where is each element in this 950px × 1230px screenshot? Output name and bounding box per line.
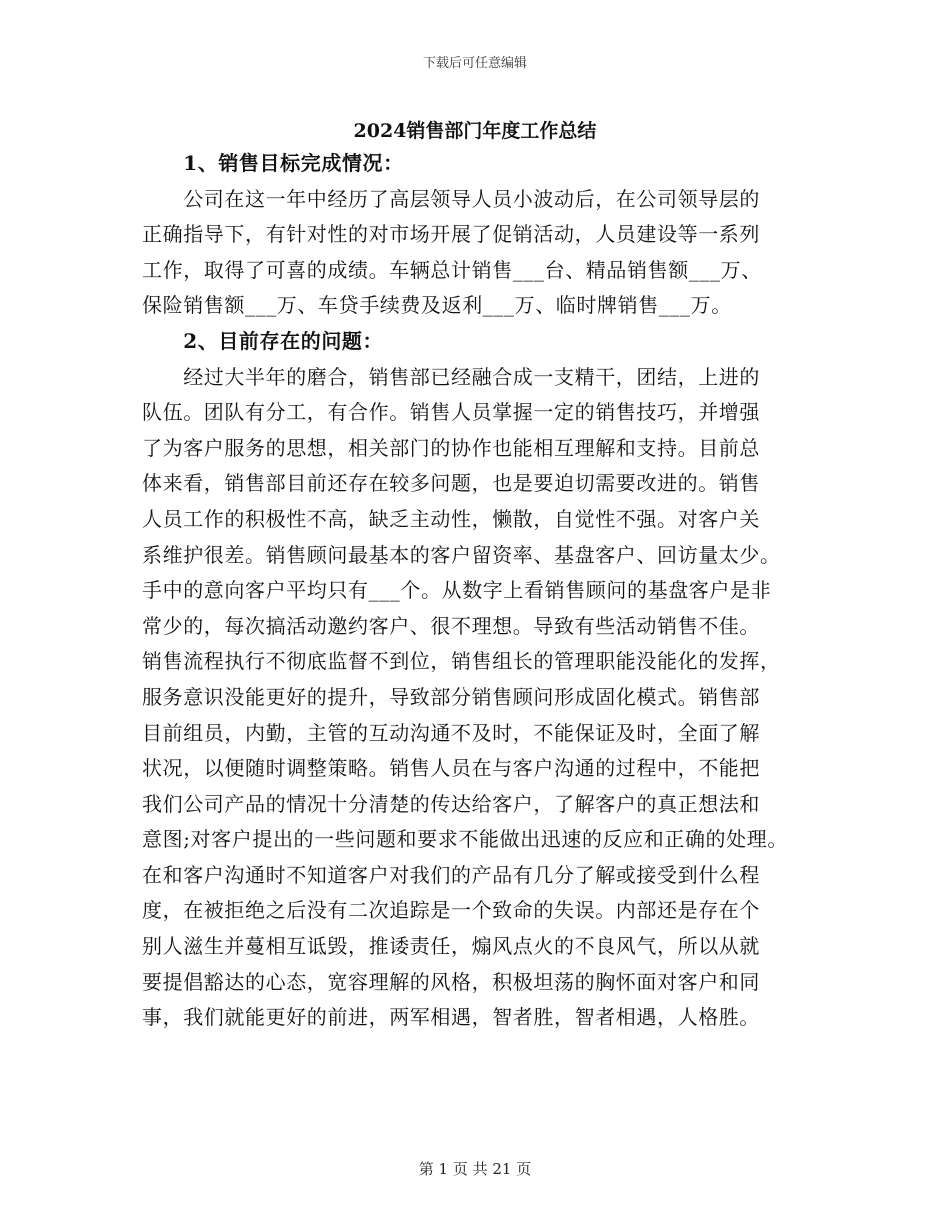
section-heading: 1、销售目标完成情况： — [142, 151, 404, 175]
body-text-line: 系维护很差。销售顾问最基本的客户留资率、基盘客户、回访量太少。 — [142, 542, 781, 567]
body-text-line: 我们公司产品的情况十分清楚的传达给客户，了解客户的真正想法和 — [142, 791, 760, 816]
body-text-line: 度，在被拒绝之后没有二次追踪是一个致命的失误。内部还是存在个 — [142, 898, 760, 923]
body-text-line: 体来看，销售部目前还存在较多问题，也是要迫切需要改进的。销售 — [142, 471, 760, 496]
body-text-line: 队伍。团队有分工，有合作。销售人员掌握一定的销售技巧，并增强 — [142, 400, 760, 425]
body-text-line: 在和客户沟通时不知道客户对我们的产品有几分了解或接受到什么程 — [142, 862, 760, 887]
body-text-line: 手中的意向客户平均只有___个。从数字上看销售顾问的基盘客户是非 — [142, 578, 772, 603]
body-text-line: 别人滋生并蔓相互诋毁，推诿责任，煽风点火的不良风气，所以从就 — [142, 934, 760, 959]
body-text-line: 人员工作的积极性不高，缺乏主动性，懒散，自觉性不强。对客户关 — [142, 506, 760, 531]
body-text-line: 服务意识没能更好的提升，导致部分销售顾问形成固化模式。销售部 — [142, 684, 760, 709]
body-text-line: 常少的，每次搞活动邀约客户、很不理想。导致有些活动销售不佳。 — [142, 613, 760, 638]
page-number: 第 1 页 共 21 页 — [418, 1160, 532, 1178]
body-text-line: 要提倡豁达的心态，宽容理解的风格，积极坦荡的胸怀面对客户和同 — [142, 969, 760, 994]
document-body — [142, 146, 822, 1036]
body-text-line: 销售流程执行不彻底监督不到位，销售组长的管理职能没能化的发挥， — [142, 649, 781, 674]
body-text-line: 公司在这一年中经历了高层领导人员小波动后，在公司领导层的 — [142, 186, 760, 211]
document-title: 2024销售部门年度工作总结 — [353, 120, 597, 142]
section-heading: 2、目前存在的问题： — [142, 328, 384, 353]
body-text-line: 正确指导下，有针对性的对市场开展了促销活动，人员建设等一系列 — [142, 222, 760, 247]
body-text-line: 了为客户服务的思想，相关部门的协作也能相互理解和支持。目前总 — [142, 435, 760, 460]
body-text-line: 工作，取得了可喜的成绩。车辆总计销售___台、精品销售额___万、 — [142, 257, 762, 282]
body-text-line: 经过大半年的磨合，销售部已经融合成一支精干，团结，上进的 — [142, 364, 760, 389]
body-text-line: 事，我们就能更好的前进，两军相遇，智者胜，智者相遇，人格胜。 — [142, 1005, 760, 1030]
body-text-line: 目前组员，内勤，主管的互动沟通不及时，不能保证及时，全面了解 — [142, 720, 760, 745]
body-text-line: 意图;对客户提出的一些问题和要求不能做出迅速的反应和正确的处理。 — [142, 827, 788, 852]
header-note: 下载后可任意编辑 — [422, 56, 527, 71]
body-text-line: 保险销售额___万、车贷手续费及返利___万、临时牌销售___万。 — [142, 293, 732, 318]
body-text-line: 状况，以便随时调整策略。销售人员在与客户沟通的过程中，不能把 — [142, 756, 760, 781]
